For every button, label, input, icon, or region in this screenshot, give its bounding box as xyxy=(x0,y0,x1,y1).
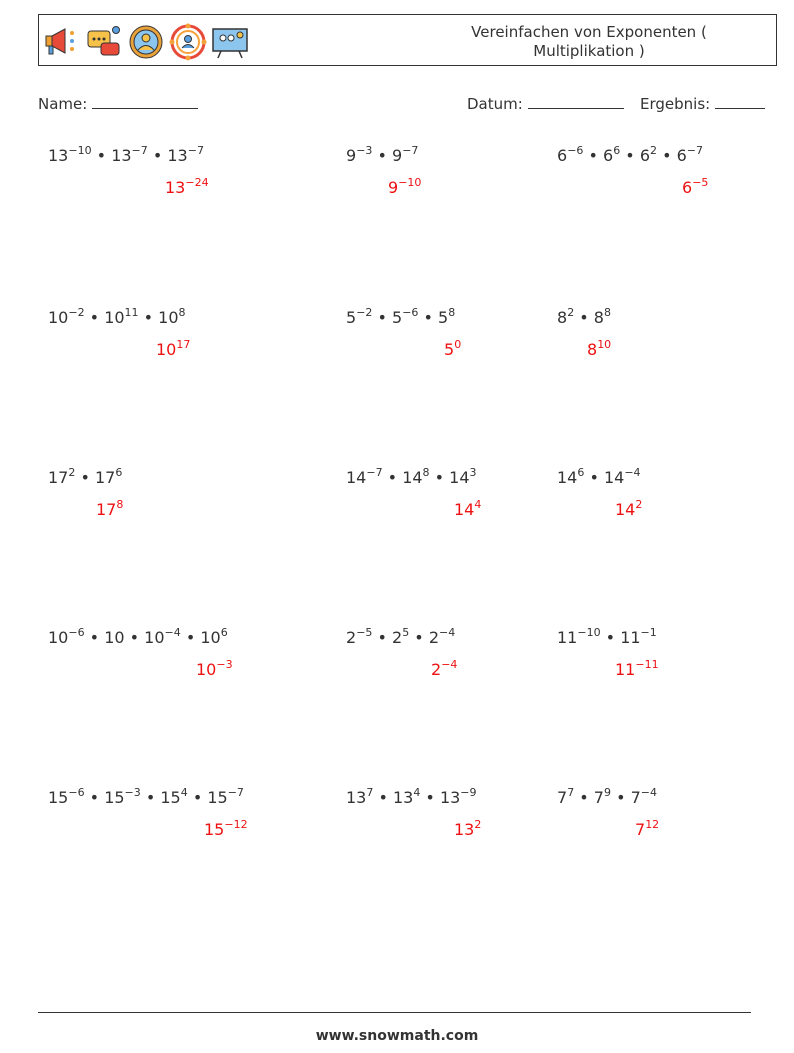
exponent: 8 xyxy=(448,306,456,319)
exponent: 7 xyxy=(567,786,575,799)
base: 10 xyxy=(200,628,221,647)
power-term xyxy=(392,146,418,165)
exponent: −9 xyxy=(460,786,477,799)
base: 14 xyxy=(402,468,423,487)
base: 13 xyxy=(392,788,414,807)
exponent: 8 xyxy=(422,466,430,479)
exponent: 17 xyxy=(176,338,191,351)
power-term xyxy=(346,146,372,165)
base: 14 xyxy=(449,468,470,487)
problem-answer xyxy=(165,178,209,197)
problem-expression xyxy=(557,146,703,165)
base: 10 xyxy=(156,340,177,359)
multiply-operator: • xyxy=(187,788,208,807)
answer-power xyxy=(196,660,233,679)
power-term xyxy=(557,788,574,807)
exponent: 12 xyxy=(645,818,660,831)
problem-expression xyxy=(346,468,477,487)
exponent: −3 xyxy=(216,658,233,671)
power-term xyxy=(48,628,85,647)
exponent: −4 xyxy=(640,786,657,799)
problem-answer xyxy=(431,660,457,679)
base: 7 xyxy=(593,788,604,807)
base: 11 xyxy=(557,628,578,647)
power-term xyxy=(158,308,185,327)
exponent: −5 xyxy=(692,176,709,189)
problem-answer xyxy=(682,178,708,197)
base: 6 xyxy=(682,178,693,197)
power-term xyxy=(594,308,611,327)
answer-power xyxy=(444,340,461,359)
exponent: 2 xyxy=(650,144,657,157)
power-term xyxy=(160,788,187,807)
base: 5 xyxy=(346,308,357,327)
name-label: Name: xyxy=(38,95,88,113)
base: 10 xyxy=(48,628,69,647)
worksheet-title xyxy=(439,23,739,61)
base: 10 xyxy=(196,660,217,679)
exponent: −10 xyxy=(398,176,422,189)
power-term xyxy=(111,146,148,165)
problem-answer xyxy=(454,820,481,839)
exponent: −7 xyxy=(227,786,244,799)
base: 9 xyxy=(388,178,399,197)
exponent: 4 xyxy=(413,786,421,799)
exponent: −2 xyxy=(356,306,373,319)
problem-expression xyxy=(557,308,611,327)
base: 9 xyxy=(346,146,357,165)
exponent: −7 xyxy=(686,144,704,157)
base: 7 xyxy=(635,820,646,839)
base: 14 xyxy=(557,468,578,487)
exponent: −4 xyxy=(441,658,458,671)
power-term xyxy=(207,788,244,807)
base: 6 xyxy=(557,146,568,165)
presentation-board-icon xyxy=(211,23,249,61)
base: 8 xyxy=(557,308,568,327)
multiply-operator: • xyxy=(84,308,105,327)
base: 5 xyxy=(444,340,455,359)
power-term xyxy=(449,468,476,487)
power-term xyxy=(402,468,429,487)
power-term xyxy=(429,628,455,647)
base: 10 xyxy=(104,308,125,327)
exponent: 7 xyxy=(366,786,374,799)
base: 15 xyxy=(204,820,225,839)
base: 2 xyxy=(428,628,439,647)
power-term xyxy=(603,146,620,165)
multiply-operator: • xyxy=(382,468,403,487)
multiply-operator: • xyxy=(372,308,393,327)
exponent: 0 xyxy=(454,338,462,351)
exponent: −6 xyxy=(402,306,419,319)
exponent: −7 xyxy=(402,144,419,157)
multiply-operator: • xyxy=(372,146,393,165)
power-term xyxy=(604,468,641,487)
base: 13 xyxy=(439,788,461,807)
exponent: −6 xyxy=(68,626,85,639)
problem-answer xyxy=(454,500,481,519)
base: 5 xyxy=(438,308,449,327)
exponent: −6 xyxy=(567,144,584,157)
megaphone-icon xyxy=(43,23,81,61)
base: 17 xyxy=(96,500,117,519)
exponent: −10 xyxy=(68,144,92,157)
problem-answer xyxy=(156,340,190,359)
power-term xyxy=(104,628,124,647)
power-term xyxy=(557,308,574,327)
base: 5 xyxy=(392,308,403,327)
exponent: 6 xyxy=(115,466,123,479)
exponent: 4 xyxy=(180,786,188,799)
multiply-operator: • xyxy=(610,788,631,807)
exponent: 5 xyxy=(402,626,410,639)
exponent: 8 xyxy=(603,306,611,319)
problem-answer xyxy=(196,660,233,679)
exponent: −7 xyxy=(187,144,204,157)
exponent: 2 xyxy=(635,498,643,511)
exponent: −4 xyxy=(624,466,641,479)
result-label: Ergebnis: xyxy=(640,95,711,113)
base: 13 xyxy=(167,146,188,165)
answer-power xyxy=(165,178,209,197)
multiply-operator: • xyxy=(620,146,640,165)
base: 2 xyxy=(392,628,403,647)
power-term xyxy=(557,146,583,165)
exponent: 2 xyxy=(68,466,76,479)
power-term xyxy=(640,146,657,165)
base: 13 xyxy=(48,146,69,165)
exponent: −3 xyxy=(356,144,373,157)
title-line-2: Multiplikation ) xyxy=(533,42,645,60)
exponent: −12 xyxy=(224,818,248,831)
base: 13 xyxy=(111,146,132,165)
power-term xyxy=(48,468,75,487)
result-blank-line[interactable] xyxy=(715,94,765,109)
answer-power xyxy=(204,820,248,839)
problem-expression xyxy=(48,468,122,487)
power-term xyxy=(48,308,85,327)
base: 15 xyxy=(207,788,228,807)
exponent: −6 xyxy=(68,786,85,799)
multiply-operator: • xyxy=(84,628,105,647)
power-term xyxy=(392,308,418,327)
answer-power xyxy=(615,660,659,679)
answer-power xyxy=(454,500,481,519)
problem-answer xyxy=(615,500,642,519)
multiply-operator: • xyxy=(140,788,161,807)
problem-expression xyxy=(346,628,455,647)
exponent: 10 xyxy=(597,338,612,351)
answer-power xyxy=(388,178,421,197)
problem-expression xyxy=(48,628,228,647)
power-term xyxy=(346,788,373,807)
multiply-operator: • xyxy=(429,468,450,487)
base: 9 xyxy=(392,146,403,165)
power-term xyxy=(167,146,204,165)
base: 13 xyxy=(165,178,186,197)
exponent: 6 xyxy=(577,466,585,479)
base: 7 xyxy=(557,788,568,807)
base: 6 xyxy=(676,146,687,165)
multiply-operator: • xyxy=(373,788,393,807)
power-term xyxy=(346,308,372,327)
chat-icon xyxy=(85,23,123,61)
base: 8 xyxy=(593,308,604,327)
answer-power xyxy=(587,340,611,359)
exponent: 11 xyxy=(124,306,139,319)
base: 11 xyxy=(620,628,641,647)
problem-answer xyxy=(204,820,248,839)
exponent: −3 xyxy=(124,786,141,799)
exponent: −4 xyxy=(439,626,456,639)
base: 14 xyxy=(615,500,636,519)
answer-power xyxy=(682,178,708,197)
multiply-operator: • xyxy=(420,788,440,807)
base: 15 xyxy=(104,788,125,807)
multiply-operator: • xyxy=(600,628,621,647)
power-term xyxy=(392,628,409,647)
base: 10 xyxy=(48,308,69,327)
power-term xyxy=(48,788,85,807)
power-term xyxy=(438,308,455,327)
target-user-icon xyxy=(169,23,207,61)
power-term xyxy=(144,628,181,647)
problem-expression xyxy=(557,788,657,807)
power-term xyxy=(557,628,601,647)
exponent: 2 xyxy=(474,818,482,831)
exponent: 9 xyxy=(603,786,611,799)
exponent: −7 xyxy=(131,144,148,157)
multiply-operator: • xyxy=(574,308,594,327)
multiply-operator: • xyxy=(124,628,145,647)
problem-answer xyxy=(96,500,123,519)
title-line-1: Vereinfachen von Exponenten ( xyxy=(471,23,707,41)
date-field[interactable] xyxy=(467,94,624,113)
power-term xyxy=(200,628,227,647)
multiply-operator: • xyxy=(84,788,105,807)
multiply-operator: • xyxy=(418,308,439,327)
exponent: −5 xyxy=(356,626,373,639)
problem-expression xyxy=(557,628,657,647)
problem-expression xyxy=(346,788,477,807)
base: 15 xyxy=(160,788,181,807)
worksheet-header xyxy=(38,14,777,66)
user-profile-icon xyxy=(127,23,165,61)
result-field[interactable] xyxy=(640,94,765,113)
date-blank-line[interactable] xyxy=(528,94,624,109)
power-term xyxy=(631,788,657,807)
multiply-operator: • xyxy=(574,788,594,807)
problem-answer xyxy=(444,340,461,359)
answer-power xyxy=(96,500,123,519)
problem-answer xyxy=(615,660,659,679)
base: 14 xyxy=(603,468,625,487)
power-term xyxy=(620,628,657,647)
base: 2 xyxy=(346,628,357,647)
header-icons xyxy=(43,23,249,61)
power-term xyxy=(346,628,372,647)
multiply-operator: • xyxy=(584,468,604,487)
problem-expression xyxy=(48,308,186,327)
answer-power xyxy=(635,820,659,839)
exponent: −7 xyxy=(366,466,383,479)
problem-expression xyxy=(557,468,641,487)
exponent: 3 xyxy=(469,466,477,479)
multiply-operator: • xyxy=(75,468,95,487)
base: 14 xyxy=(454,500,475,519)
base: 10 xyxy=(158,308,179,327)
base: 7 xyxy=(630,788,641,807)
power-term xyxy=(104,788,141,807)
exponent: 8 xyxy=(178,306,186,319)
problem-expression xyxy=(346,308,455,327)
exponent: −24 xyxy=(185,176,209,189)
exponent: −1 xyxy=(640,626,657,639)
exponent: −10 xyxy=(577,626,601,639)
exponent: −11 xyxy=(635,658,659,671)
base: 11 xyxy=(615,660,636,679)
base: 17 xyxy=(48,468,69,487)
base: 6 xyxy=(639,146,650,165)
problem-expression xyxy=(48,146,204,165)
problem-answer xyxy=(388,178,421,197)
problem-expression xyxy=(48,788,244,807)
base: 15 xyxy=(48,788,69,807)
multiply-operator: • xyxy=(409,628,429,647)
power-term xyxy=(48,146,92,165)
power-term xyxy=(677,146,703,165)
base: 17 xyxy=(94,468,116,487)
power-term xyxy=(393,788,420,807)
power-term xyxy=(104,308,138,327)
problem-answer xyxy=(635,820,659,839)
exponent: 6 xyxy=(220,626,228,639)
multiply-operator: • xyxy=(180,628,201,647)
problem-expression xyxy=(346,146,418,165)
answer-power xyxy=(454,820,481,839)
power-term xyxy=(95,468,122,487)
footer-divider xyxy=(38,1012,751,1013)
exponent: −4 xyxy=(164,626,181,639)
power-term xyxy=(594,788,611,807)
multiply-operator: • xyxy=(147,146,168,165)
name-field[interactable] xyxy=(38,94,198,113)
power-term xyxy=(440,788,477,807)
footer-url: www.snowmath.com xyxy=(315,1028,479,1044)
base: 13 xyxy=(346,788,367,807)
multiply-operator: • xyxy=(583,146,604,165)
base: 2 xyxy=(431,660,442,679)
answer-power xyxy=(615,500,642,519)
answer-power xyxy=(156,340,190,359)
exponent: 8 xyxy=(116,498,124,511)
base: 10 xyxy=(104,628,125,647)
exponent: 2 xyxy=(567,306,575,319)
name-blank-line[interactable] xyxy=(92,94,198,109)
problem-answer xyxy=(587,340,611,359)
exponent: 6 xyxy=(613,144,621,157)
answer-power xyxy=(431,660,457,679)
multiply-operator: • xyxy=(657,146,677,165)
base: 6 xyxy=(603,146,614,165)
base: 14 xyxy=(346,468,367,487)
multiply-operator: • xyxy=(372,628,393,647)
exponent: −2 xyxy=(68,306,85,319)
multiply-operator: • xyxy=(91,146,112,165)
base: 13 xyxy=(454,820,475,839)
exponent: 4 xyxy=(474,498,482,511)
power-term xyxy=(557,468,584,487)
base: 10 xyxy=(144,628,165,647)
date-label: Datum: xyxy=(467,95,523,113)
power-term xyxy=(346,468,383,487)
base: 8 xyxy=(587,340,598,359)
multiply-operator: • xyxy=(138,308,159,327)
